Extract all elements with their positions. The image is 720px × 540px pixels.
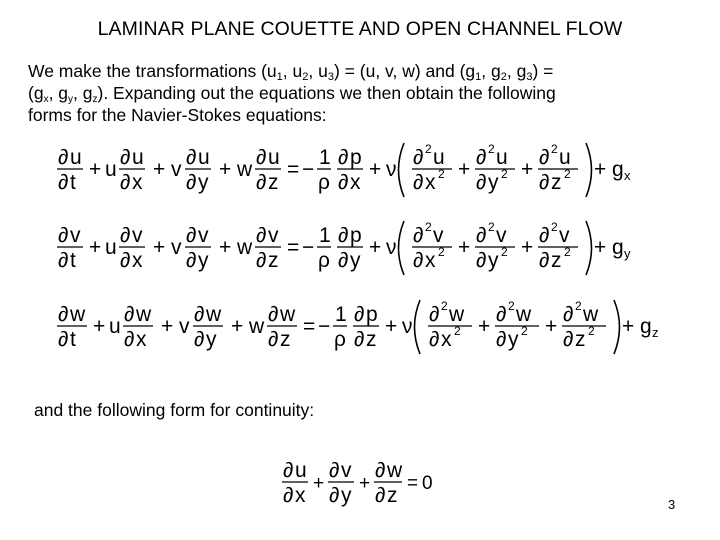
plus-sign: + [458, 236, 471, 259]
eq2-pressure-gradient-den-partial: ∂ [338, 249, 349, 272]
close-paren [586, 143, 592, 197]
plus-sign: + [161, 315, 174, 338]
rho-symbol: ρ [318, 249, 330, 272]
plus-sign: + [89, 236, 102, 259]
plus-sign: + [478, 315, 491, 338]
eq2-d2x-den-var: x [425, 249, 436, 272]
plus-sign: + [313, 473, 325, 494]
eq3-d2z-num-var: w [583, 303, 599, 326]
eq2-d2y-den-power: 2 [501, 245, 508, 259]
eq3-d2x-num-partial: ∂ [429, 303, 440, 326]
close-paren [586, 221, 592, 275]
eq1-pressure-gradient-num-partial: ∂ [338, 146, 349, 169]
eq2-dx-den-var: x [132, 249, 143, 272]
eq3-d2z-den-power: 2 [588, 324, 595, 338]
eq2-d2y-den-partial: ∂ [476, 249, 487, 272]
eq2-dz-den-var: z [268, 249, 279, 272]
eq3-d2z-den-partial: ∂ [563, 328, 574, 351]
plus-sign: + [231, 315, 244, 338]
eq1-d2y-den-var: y [488, 171, 499, 194]
gravity-g: g [612, 236, 624, 259]
equals-sign: = [287, 158, 300, 181]
eq2-d2x-num-power: 2 [425, 220, 432, 234]
eq2-d2x-den-power: 2 [438, 245, 445, 259]
eq2-dy-den-var: y [198, 249, 209, 272]
eq1-d2x-den-power: 2 [438, 167, 445, 181]
plus-sign: + [521, 236, 534, 259]
eq3-dy-num-var: w [206, 303, 222, 326]
numeral-one: 1 [335, 303, 347, 326]
eq3-dz-num-partial: ∂ [268, 303, 279, 326]
eq3-dx-den-partial: ∂ [124, 328, 135, 351]
velocity-w: w [237, 236, 253, 259]
eq3-dz-den-partial: ∂ [268, 328, 279, 351]
continuity-dw-dz-num-partial: ∂ [375, 459, 386, 482]
eq3-pressure-gradient-den-var: z [366, 328, 377, 351]
eq1-d2y-den-power: 2 [501, 167, 508, 181]
eq1-d2x-num-partial: ∂ [413, 146, 424, 169]
velocity-u: u [109, 315, 121, 338]
eq3-pressure-gradient-num-var: p [366, 303, 378, 326]
continuity-du-dx-num-partial: ∂ [283, 459, 294, 482]
equals-sign: = [287, 236, 300, 259]
eq2-time-derivative-num-var: v [70, 224, 81, 247]
eq2-d2x-num-var: v [433, 224, 444, 247]
plus-sign: + [153, 236, 166, 259]
velocity-w: w [249, 315, 265, 338]
eq2-d2y-num-partial: ∂ [476, 224, 487, 247]
eq1-time-derivative-den-partial: ∂ [58, 171, 69, 194]
eq1-dz-den-var: z [268, 171, 279, 194]
eq2-pressure-gradient-num-partial: ∂ [338, 224, 349, 247]
eq2-pressure-gradient-den-var: y [350, 249, 361, 272]
gravity-g: g [612, 158, 624, 181]
eq3-d2x-den-power: 2 [454, 324, 461, 338]
numeral-one: 1 [319, 146, 331, 169]
open-paren [399, 221, 405, 275]
eq2-dy-den-partial: ∂ [186, 249, 197, 272]
eq2-d2z-den-partial: ∂ [539, 249, 550, 272]
eq1-d2z-num-partial: ∂ [539, 146, 550, 169]
minus-sign: − [302, 236, 315, 259]
eq1-dz-num-var: u [268, 146, 280, 169]
eq3-dx-den-var: x [136, 328, 147, 351]
eq1-d2z-den-var: z [551, 171, 562, 194]
minus-sign: − [302, 158, 315, 181]
eq2-dy-num-var: v [198, 224, 209, 247]
velocity-v: v [171, 158, 182, 181]
eq3-dx-num-var: w [136, 303, 152, 326]
eq3-dz-num-var: w [280, 303, 296, 326]
eq2-d2y-num-power: 2 [488, 220, 495, 234]
eq3-dy-den-partial: ∂ [194, 328, 205, 351]
nu-symbol: ν [386, 236, 397, 259]
nu-symbol: ν [386, 158, 397, 181]
eq2-dz-num-partial: ∂ [256, 224, 267, 247]
eq3-dy-num-partial: ∂ [194, 303, 205, 326]
plus-sign: + [219, 236, 232, 259]
intro-paragraph: We make the transformations ($u_1$, $u_2$, $u_3) = (u$, v, w) and ($g_1$, $g_2$, $g_3$) = ($g_x$, $g_y$, $g_z$). Expanding out the equations we then obtain the following forms for the Navier-Stokes equations: [28, 61, 556, 125]
eq1-dz-num-partial: ∂ [256, 146, 267, 169]
eq3-d2y-den-power: 2 [521, 324, 528, 338]
eq1-dx-den-var: x [132, 171, 143, 194]
numeral-one: 1 [319, 224, 331, 247]
plus-sign: + [359, 473, 371, 494]
plus-sign: + [458, 158, 471, 181]
eq1-time-derivative-den-var: t [70, 171, 76, 194]
continuity-dw-dz-den-var: z [387, 484, 398, 507]
eq3-d2y-num-power: 2 [508, 299, 515, 313]
continuity-dv-dy-den-var: y [341, 484, 352, 507]
continuity-du-dx-den-partial: ∂ [283, 484, 294, 507]
eq2-d2z-num-power: 2 [551, 220, 558, 234]
eq3-d2y-num-var: w [516, 303, 532, 326]
eq1-d2z-num-power: 2 [551, 142, 558, 156]
eq2-d2z-num-var: v [559, 224, 570, 247]
gravity-g: g [640, 315, 652, 338]
continuity-dw-dz-den-partial: ∂ [375, 484, 386, 507]
plus-sign: + [594, 158, 607, 181]
eq1-dy-den-partial: ∂ [186, 171, 197, 194]
eq2-dx-num-var: v [132, 224, 143, 247]
eq1-time-derivative-num-var: u [70, 146, 82, 169]
eq2-dy-num-partial: ∂ [186, 224, 197, 247]
eq3-time-derivative-num-var: w [70, 303, 86, 326]
plus-sign: + [369, 236, 382, 259]
plus-sign: + [385, 315, 398, 338]
equals-sign: = [407, 473, 419, 494]
eq1-d2z-den-power: 2 [564, 167, 571, 181]
plus-sign: + [89, 158, 102, 181]
continuity-intro: and the following form for continuity: [34, 400, 315, 420]
eq1-dy-den-var: y [198, 171, 209, 194]
eq1-dx-den-partial: ∂ [120, 171, 131, 194]
eq2-d2x-den-partial: ∂ [413, 249, 424, 272]
eq1-d2z-den-partial: ∂ [539, 171, 550, 194]
rho-symbol: ρ [334, 328, 346, 351]
eq3-d2x-den-var: x [441, 328, 452, 351]
eq2-time-derivative-den-partial: ∂ [58, 249, 69, 272]
plus-sign: + [369, 158, 382, 181]
eq2-pressure-gradient-num-var: p [350, 224, 362, 247]
eq3-d2y-num-partial: ∂ [496, 303, 507, 326]
velocity-w: w [237, 158, 253, 181]
eq3-pressure-gradient-num-partial: ∂ [354, 303, 365, 326]
velocity-v: v [179, 315, 190, 338]
eq2-d2y-num-var: v [496, 224, 507, 247]
plus-sign: + [219, 158, 232, 181]
eq2-time-derivative-den-var: t [70, 249, 76, 272]
continuity-dw-dz-num-var: w [387, 459, 403, 482]
plus-sign: + [622, 315, 635, 338]
equals-sign: = [303, 315, 316, 338]
eq1-dy-num-partial: ∂ [186, 146, 197, 169]
velocity-u: u [105, 236, 117, 259]
continuity-du-dx-num-var: u [295, 459, 307, 482]
eq3-d2z-den-var: z [575, 328, 586, 351]
eq3-time-derivative-den-var: t [70, 328, 76, 351]
gravity-subscript: z [652, 325, 659, 340]
eq3-time-derivative-den-partial: ∂ [58, 328, 69, 351]
eq3-dy-den-var: y [206, 328, 217, 351]
eq3-d2x-num-var: w [449, 303, 465, 326]
minus-sign: − [318, 315, 331, 338]
nu-symbol: ν [402, 315, 413, 338]
eq2-dz-num-var: v [268, 224, 279, 247]
eq3-d2y-den-partial: ∂ [496, 328, 507, 351]
velocity-v: v [171, 236, 182, 259]
eq1-d2y-num-partial: ∂ [476, 146, 487, 169]
continuity-dv-dy-den-partial: ∂ [329, 484, 340, 507]
eq1-d2x-num-power: 2 [425, 142, 432, 156]
eq1-pressure-gradient-den-var: x [350, 171, 361, 194]
numeral-zero: 0 [422, 473, 433, 494]
page-number: 3 [668, 497, 676, 512]
gravity-subscript: x [624, 168, 631, 183]
eq1-dz-den-partial: ∂ [256, 171, 267, 194]
eq1-d2x-den-var: x [425, 171, 436, 194]
plus-sign: + [153, 158, 166, 181]
slide-title: LAMINAR PLANE COUETTE AND OPEN CHANNEL FLOW [97, 18, 623, 40]
plus-sign: + [594, 236, 607, 259]
eq1-d2y-den-partial: ∂ [476, 171, 487, 194]
eq1-d2y-num-var: u [496, 146, 508, 169]
eq3-d2x-den-partial: ∂ [429, 328, 440, 351]
eq1-d2y-num-power: 2 [488, 142, 495, 156]
eq2-d2x-num-partial: ∂ [413, 224, 424, 247]
eq1-d2x-num-var: u [433, 146, 445, 169]
eq2-d2z-den-var: z [551, 249, 562, 272]
eq1-dy-num-var: u [198, 146, 210, 169]
eq3-time-derivative-num-partial: ∂ [58, 303, 69, 326]
open-paren [415, 300, 421, 354]
close-paren [614, 300, 620, 354]
eq1-dx-num-var: u [132, 146, 144, 169]
plus-sign: + [545, 315, 558, 338]
gravity-subscript: y [624, 246, 631, 261]
eq2-dx-den-partial: ∂ [120, 249, 131, 272]
eq3-pressure-gradient-den-partial: ∂ [354, 328, 365, 351]
plus-sign: + [521, 158, 534, 181]
eq1-pressure-gradient-num-var: p [350, 146, 362, 169]
eq2-dz-den-partial: ∂ [256, 249, 267, 272]
eq3-d2y-den-var: y [508, 328, 519, 351]
eq3-d2x-num-power: 2 [441, 299, 448, 313]
continuity-du-dx-den-var: x [295, 484, 306, 507]
eq2-d2z-num-partial: ∂ [539, 224, 550, 247]
open-paren [399, 143, 405, 197]
continuity-dv-dy-num-var: v [341, 459, 352, 482]
plus-sign: + [93, 315, 106, 338]
eq3-d2z-num-partial: ∂ [563, 303, 574, 326]
eq1-d2z-num-var: u [559, 146, 571, 169]
continuity-dv-dy-num-partial: ∂ [329, 459, 340, 482]
eq2-time-derivative-num-partial: ∂ [58, 224, 69, 247]
eq1-dx-num-partial: ∂ [120, 146, 131, 169]
eq2-dx-num-partial: ∂ [120, 224, 131, 247]
eq1-d2x-den-partial: ∂ [413, 171, 424, 194]
eq2-d2y-den-var: y [488, 249, 499, 272]
eq3-dz-den-var: z [280, 328, 291, 351]
eq3-d2z-num-power: 2 [575, 299, 582, 313]
velocity-u: u [105, 158, 117, 181]
eq1-time-derivative-num-partial: ∂ [58, 146, 69, 169]
eq1-pressure-gradient-den-partial: ∂ [338, 171, 349, 194]
rho-symbol: ρ [318, 171, 330, 194]
eq3-dx-num-partial: ∂ [124, 303, 135, 326]
eq2-d2z-den-power: 2 [564, 245, 571, 259]
